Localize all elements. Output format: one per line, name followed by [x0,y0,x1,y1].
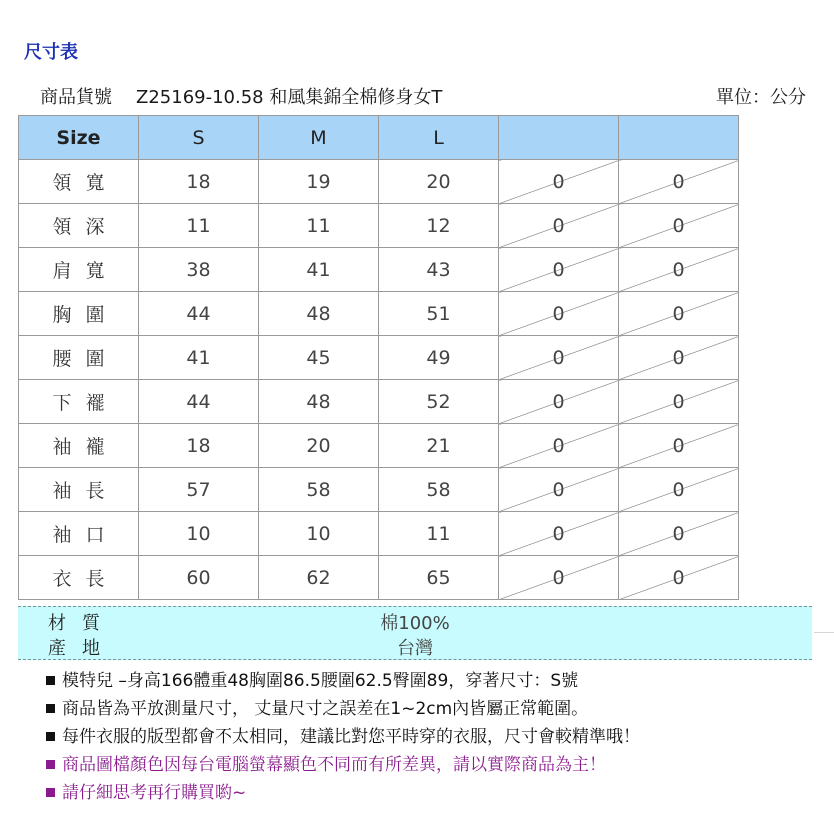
table-row [19,380,739,424]
table-row [19,468,739,512]
size-cell: 11 [259,204,379,248]
note-text: 每件衣服的版型都會不太相同，建議比對您平時穿的衣服，尺寸會較精準哦！ [62,727,640,747]
na-cell: 0 [619,336,739,380]
header-s: S [139,116,259,160]
na-cell: 0 [619,512,739,556]
note-item [46,779,640,807]
material-label: 材質 [48,613,116,634]
table-row [19,160,739,204]
table-row [19,204,739,248]
size-cell: 58 [259,468,379,512]
na-cell: 0 [619,160,739,204]
na-cell: 0 [619,468,739,512]
na-cell: 0 [499,512,619,556]
row-label: 領寬 [19,160,139,204]
row-label: 肩寬 [19,248,139,292]
bullet-square-icon [46,704,55,713]
note-item [46,751,640,779]
size-cell: 65 [379,556,499,600]
size-cell: 57 [139,468,259,512]
row-label: 領深 [19,204,139,248]
na-cell: 0 [619,248,739,292]
bullet-square-icon [46,732,55,741]
row-label: 袖長 [19,468,139,512]
row-label: 胸圍 [19,292,139,336]
bullet-square-icon [46,676,55,685]
header-size: Size [19,116,139,160]
material-origin-box [18,606,812,660]
unit-label: 單位：公分 [716,87,806,108]
size-cell: 58 [379,468,499,512]
note-text: 商品皆為平放測量尺寸， 丈量尺寸之誤差在1~2cm內皆屬正常範圍。 [62,699,589,719]
size-cell: 43 [379,248,499,292]
na-cell: 0 [499,160,619,204]
note-item [46,695,640,723]
size-header-row [19,116,739,160]
size-table [18,115,739,600]
size-cell: 51 [379,292,499,336]
material-value: 棉100% [380,613,450,634]
size-cell: 18 [139,160,259,204]
row-label: 腰圍 [19,336,139,380]
na-cell: 0 [499,424,619,468]
table-row [19,512,739,556]
na-cell: 0 [499,468,619,512]
na-cell: 0 [619,292,739,336]
bullet-square-icon [46,788,55,797]
origin-label: 產地 [48,638,116,659]
size-cell: 45 [259,336,379,380]
table-row [19,556,739,600]
row-label: 袖襱 [19,424,139,468]
size-cell: 20 [259,424,379,468]
header-l: L [379,116,499,160]
note-item [46,723,640,751]
na-cell: 0 [619,380,739,424]
table-row [19,424,739,468]
product-code-label: 商品貨號 [40,87,112,108]
size-cell: 41 [259,248,379,292]
size-cell: 10 [139,512,259,556]
na-cell: 0 [499,556,619,600]
na-cell: 0 [499,204,619,248]
na-cell: 0 [619,204,739,248]
header-empty-2 [619,116,739,160]
divider [814,632,834,633]
na-cell: 0 [499,292,619,336]
note-text: 模特兒 –身高166體重48胸圍86.5腰圍62.5臀圍89，穿著尺寸：S號 [62,671,579,691]
size-cell: 19 [259,160,379,204]
na-cell: 0 [499,336,619,380]
size-cell: 49 [379,336,499,380]
size-cell: 44 [139,380,259,424]
na-cell: 0 [499,248,619,292]
table-row [19,292,739,336]
size-cell: 10 [259,512,379,556]
size-cell: 60 [139,556,259,600]
size-cell: 52 [379,380,499,424]
row-label: 下襬 [19,380,139,424]
note-text: 請仔細思考再行購買喲~ [62,783,247,803]
size-cell: 48 [259,292,379,336]
product-code-name: Z25169-10.58 和風集錦全棉修身女T [136,87,443,108]
bullet-square-icon [46,760,55,769]
na-cell: 0 [619,424,739,468]
row-label: 袖口 [19,512,139,556]
notes-list [46,667,640,807]
table-row [19,336,739,380]
size-cell: 21 [379,424,499,468]
size-cell: 18 [139,424,259,468]
size-cell: 11 [139,204,259,248]
header-empty-1 [499,116,619,160]
header-m: M [259,116,379,160]
origin-value: 台灣 [397,638,433,659]
page-title: 尺寸表 [24,42,78,63]
na-cell: 0 [619,556,739,600]
size-cell: 41 [139,336,259,380]
note-text: 商品圖檔顏色因每台電腦螢幕顯色不同而有所差異，請以實際商品為主！ [62,755,606,775]
size-cell: 38 [139,248,259,292]
size-cell: 12 [379,204,499,248]
row-label: 衣長 [19,556,139,600]
size-cell: 48 [259,380,379,424]
na-cell: 0 [499,380,619,424]
product-info [40,83,442,109]
size-cell: 44 [139,292,259,336]
note-item [46,667,640,695]
size-cell: 62 [259,556,379,600]
table-row [19,248,739,292]
size-cell: 11 [379,512,499,556]
size-cell: 20 [379,160,499,204]
